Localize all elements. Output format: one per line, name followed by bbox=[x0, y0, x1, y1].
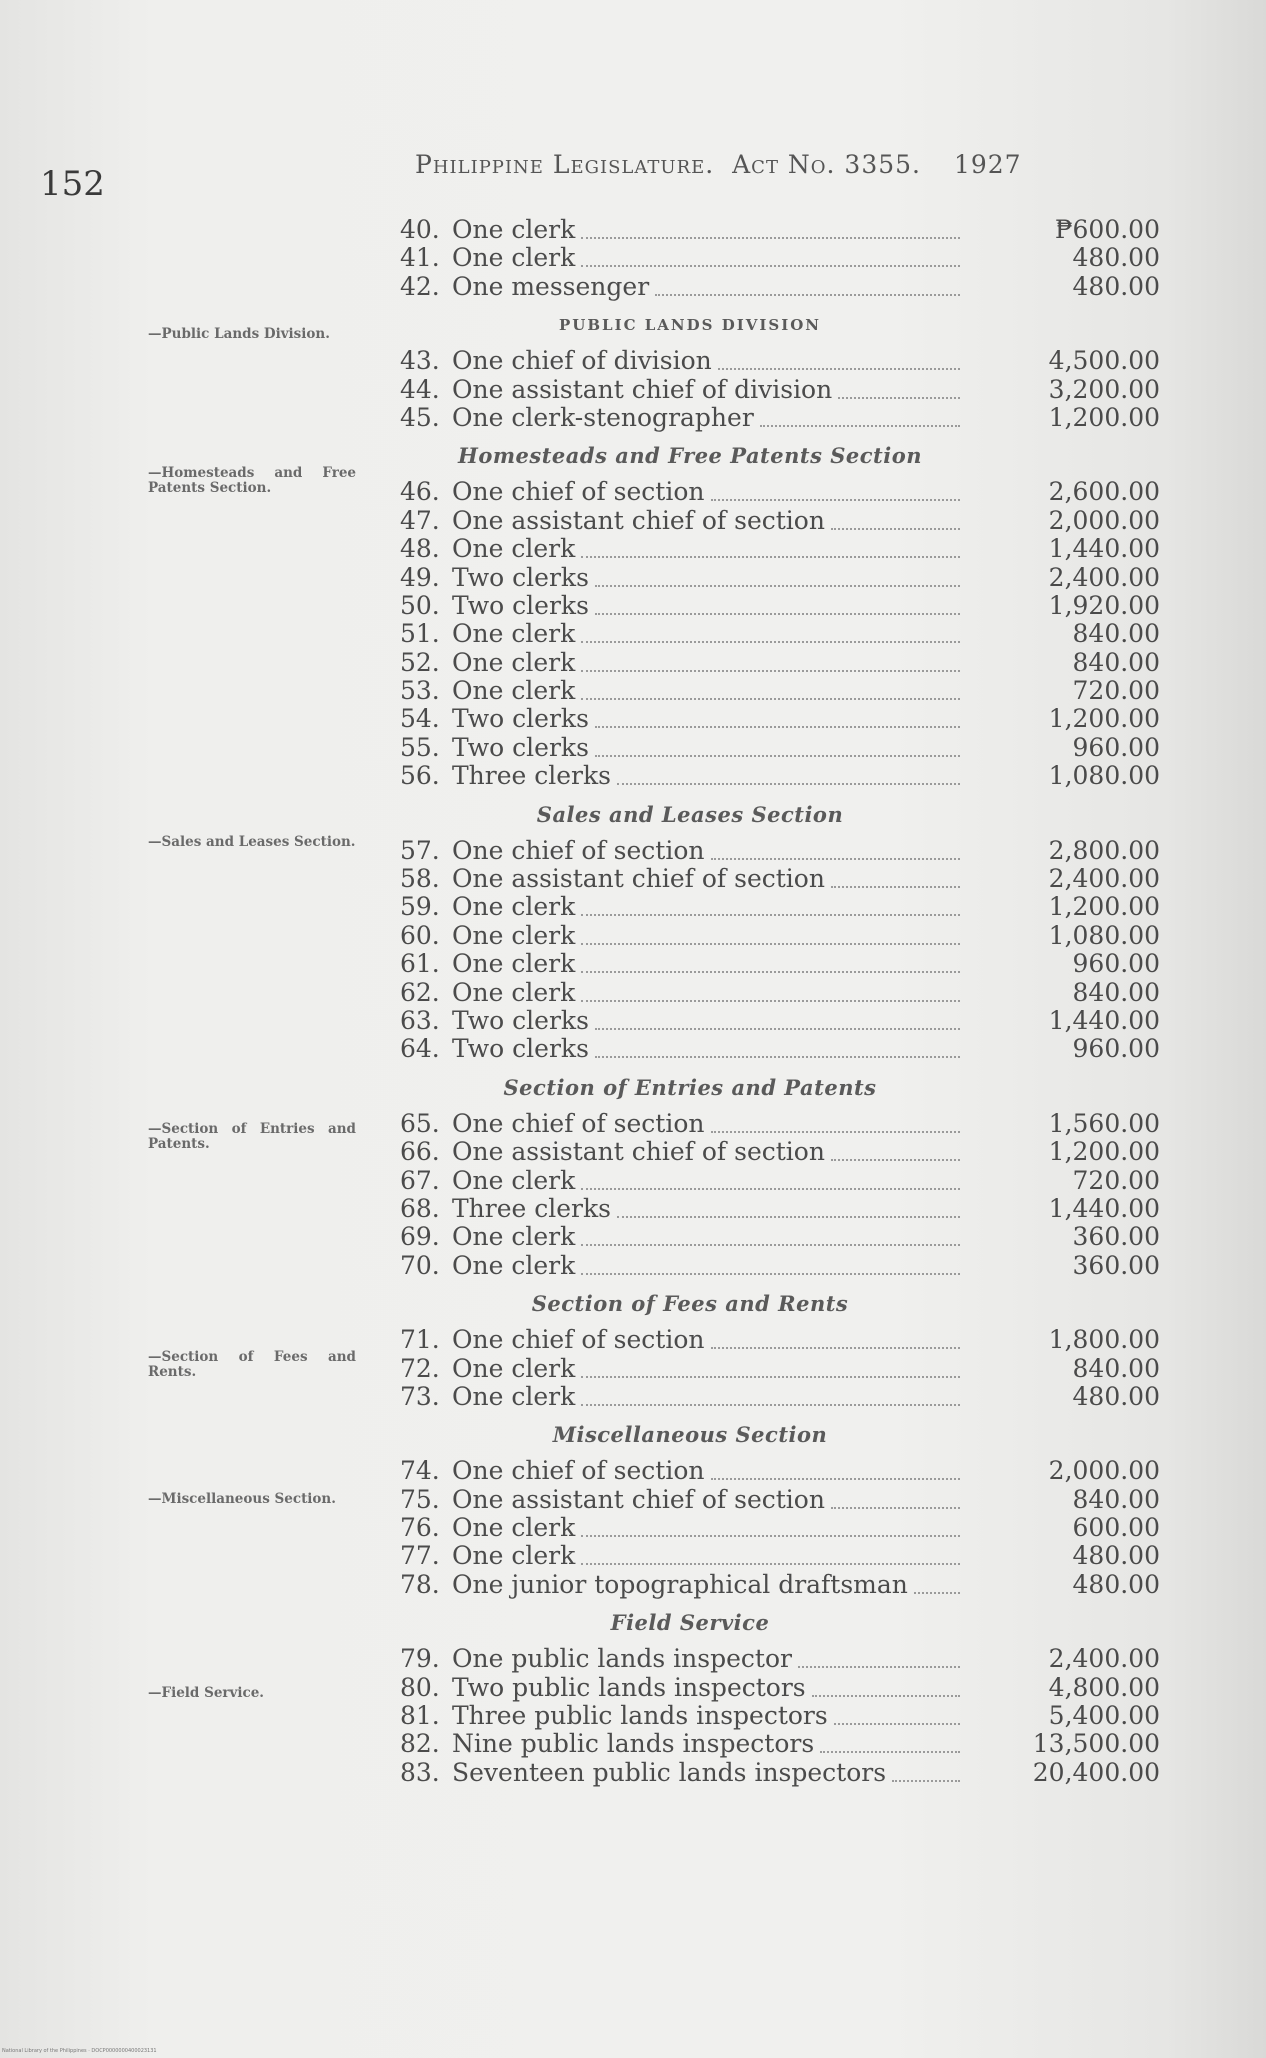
item-description: One chief of section bbox=[452, 1456, 705, 1486]
list-item bbox=[400, 273, 1160, 301]
item-number: 76. bbox=[400, 1513, 440, 1543]
item-amount: 480.00 bbox=[1072, 1569, 1160, 1599]
item-number: 53. bbox=[400, 676, 440, 706]
dot-leader bbox=[581, 1271, 960, 1275]
dot-leader bbox=[655, 292, 960, 296]
page-number: 152 bbox=[40, 164, 105, 204]
item-number: 81. bbox=[400, 1701, 440, 1731]
item-description: One clerk bbox=[452, 243, 576, 273]
item-amount: 5,400.00 bbox=[1048, 1701, 1160, 1731]
item-amount: 360.00 bbox=[1072, 1222, 1160, 1252]
margin-note-homesteads: —Homesteads and Free Patents Section. bbox=[148, 465, 356, 496]
item-description: One clerk bbox=[452, 215, 576, 244]
item-description: One assistant chief of section bbox=[452, 505, 825, 535]
item-description: Nine public lands inspectors bbox=[452, 1729, 815, 1759]
dot-leader bbox=[581, 1374, 960, 1378]
item-description: Two clerks bbox=[452, 562, 589, 592]
list-item bbox=[400, 979, 1160, 1007]
item-number: 44. bbox=[400, 374, 440, 404]
item-amount: 600.00 bbox=[1072, 1513, 1160, 1543]
dot-leader bbox=[581, 263, 960, 267]
item-description: One clerk bbox=[452, 1513, 576, 1543]
list-item bbox=[400, 950, 1160, 978]
list-item bbox=[400, 1542, 1160, 1570]
margin-note-entries-patents: —Section of Entries and Patents. bbox=[148, 1121, 356, 1152]
item-description: One clerk bbox=[452, 1381, 576, 1411]
list-item bbox=[400, 1252, 1160, 1280]
list-item bbox=[400, 1571, 1160, 1599]
section-heading: PUBLIC LANDS DIVISION bbox=[558, 316, 822, 335]
dot-leader bbox=[581, 941, 960, 945]
item-amount: 840.00 bbox=[1072, 647, 1160, 677]
dot-leader bbox=[581, 1561, 960, 1565]
list-item bbox=[400, 705, 1160, 733]
item-number: 77. bbox=[400, 1541, 440, 1571]
item-amount: 840.00 bbox=[1072, 977, 1160, 1007]
item-number: 58. bbox=[400, 864, 440, 894]
margin-note-fees-rents: —Section of Fees and Rents. bbox=[148, 1349, 356, 1380]
item-amount: 1,200.00 bbox=[1048, 892, 1160, 922]
item-description: One assistant chief of section bbox=[452, 1137, 825, 1167]
dot-leader bbox=[595, 583, 960, 587]
item-number: 61. bbox=[400, 949, 440, 979]
list-item bbox=[400, 592, 1160, 620]
dot-leader bbox=[838, 395, 960, 399]
item-number: 64. bbox=[400, 1034, 440, 1064]
dot-leader bbox=[831, 1157, 960, 1161]
item-description: One clerk bbox=[452, 949, 576, 979]
item-amount: 2,000.00 bbox=[1048, 505, 1160, 535]
item-number: 51. bbox=[400, 619, 440, 649]
list-item bbox=[400, 1326, 1160, 1354]
section-heading: Field Service bbox=[610, 1610, 770, 1636]
item-amount: 1,080.00 bbox=[1048, 920, 1160, 950]
dot-leader bbox=[834, 1721, 960, 1725]
item-description: Seventeen public lands inspectors bbox=[452, 1757, 887, 1787]
item-amount: 1,080.00 bbox=[1048, 761, 1160, 791]
section-heading: Sales and Leases Section bbox=[536, 801, 844, 827]
item-number: 80. bbox=[400, 1672, 440, 1702]
dot-leader bbox=[581, 912, 960, 916]
item-amount: 13,500.00 bbox=[1032, 1729, 1160, 1759]
footer-credit: National Library of the Philippines · DOCP0000000400023131 bbox=[2, 2048, 157, 2054]
item-amount: 2,600.00 bbox=[1048, 477, 1160, 507]
item-amount: 1,200.00 bbox=[1048, 704, 1160, 734]
item-description: One clerk bbox=[452, 647, 576, 677]
item-number: 54. bbox=[400, 704, 440, 734]
running-head-year: 1927 bbox=[953, 150, 1022, 179]
item-amount: 1,200.00 bbox=[1048, 1137, 1160, 1167]
item-number: 41. bbox=[400, 243, 440, 273]
dot-leader bbox=[711, 1345, 960, 1349]
dot-leader bbox=[711, 1476, 960, 1480]
item-number: 75. bbox=[400, 1484, 440, 1514]
item-description: One public lands inspector bbox=[452, 1644, 792, 1674]
item-description: One assistant chief of division bbox=[452, 374, 833, 404]
item-number: 50. bbox=[400, 590, 440, 620]
dot-leader bbox=[831, 526, 960, 530]
dot-leader bbox=[581, 998, 960, 1002]
list-item bbox=[400, 564, 1160, 592]
item-number: 57. bbox=[400, 835, 440, 865]
item-description: One chief of section bbox=[452, 835, 705, 865]
dot-leader bbox=[581, 668, 960, 672]
item-amount: 960.00 bbox=[1072, 1034, 1160, 1064]
dot-leader bbox=[581, 1533, 960, 1537]
item-description: One clerk bbox=[452, 892, 576, 922]
item-description: Two clerks bbox=[452, 732, 589, 762]
item-amount: ₱600.00 bbox=[1054, 215, 1160, 244]
item-number: 69. bbox=[400, 1222, 440, 1252]
list-item bbox=[400, 216, 1160, 244]
list-item bbox=[400, 1383, 1160, 1411]
item-description: Two clerks bbox=[452, 704, 589, 734]
item-amount: 1,560.00 bbox=[1048, 1108, 1160, 1138]
item-description: One chief of section bbox=[452, 1325, 705, 1355]
item-description: Three public lands inspectors bbox=[452, 1701, 828, 1731]
item-description: One clerk bbox=[452, 1541, 576, 1571]
dot-leader bbox=[581, 696, 960, 700]
list-item bbox=[400, 535, 1160, 563]
item-description: One clerk bbox=[452, 1353, 576, 1383]
item-number: 82. bbox=[400, 1729, 440, 1759]
list-item bbox=[400, 1645, 1160, 1673]
item-description: One chief of section bbox=[452, 1108, 705, 1138]
item-number: 45. bbox=[400, 402, 440, 432]
item-number: 47. bbox=[400, 505, 440, 535]
list-item bbox=[400, 762, 1160, 790]
list-item bbox=[400, 1223, 1160, 1251]
list-item bbox=[400, 1167, 1160, 1195]
dot-leader bbox=[581, 235, 960, 239]
item-amount: 1,800.00 bbox=[1048, 1325, 1160, 1355]
list-item bbox=[400, 1674, 1160, 1702]
item-description: One clerk bbox=[452, 1165, 576, 1195]
appropriation-list bbox=[400, 216, 1160, 1787]
dot-leader bbox=[595, 753, 960, 757]
item-number: 68. bbox=[400, 1193, 440, 1223]
item-amount: 1,440.00 bbox=[1048, 1005, 1160, 1035]
item-amount: 720.00 bbox=[1072, 1165, 1160, 1195]
dot-leader bbox=[595, 724, 960, 728]
item-description: One junior topographical draftsman bbox=[452, 1569, 908, 1599]
dot-leader bbox=[581, 1242, 960, 1246]
list-item bbox=[400, 1486, 1160, 1514]
item-description: One clerk bbox=[452, 1250, 576, 1280]
dot-leader bbox=[820, 1749, 960, 1753]
list-item bbox=[400, 1457, 1160, 1485]
dot-leader bbox=[831, 884, 960, 888]
list-item bbox=[400, 865, 1160, 893]
dot-leader bbox=[812, 1693, 960, 1697]
item-number: 67. bbox=[400, 1165, 440, 1195]
item-description: Two clerks bbox=[452, 590, 589, 620]
dot-leader bbox=[581, 639, 960, 643]
item-number: 42. bbox=[400, 271, 440, 301]
list-item bbox=[400, 1195, 1160, 1223]
item-description: One chief of division bbox=[452, 346, 712, 376]
list-item bbox=[400, 1138, 1160, 1166]
item-amount: 1,920.00 bbox=[1048, 590, 1160, 620]
item-amount: 840.00 bbox=[1072, 1353, 1160, 1383]
item-number: 73. bbox=[400, 1381, 440, 1411]
item-number: 49. bbox=[400, 562, 440, 592]
section-heading: Section of Entries and Patents bbox=[503, 1074, 877, 1100]
running-head bbox=[415, 150, 1022, 179]
dot-leader bbox=[617, 1214, 960, 1218]
list-item bbox=[400, 734, 1160, 762]
item-amount: 1,440.00 bbox=[1048, 1193, 1160, 1223]
dot-leader bbox=[595, 611, 960, 615]
dot-leader bbox=[711, 856, 960, 860]
item-number: 46. bbox=[400, 477, 440, 507]
list-item bbox=[400, 649, 1160, 677]
section-heading: Homesteads and Free Patents Section bbox=[457, 443, 922, 469]
dot-leader bbox=[581, 969, 960, 973]
section-heading: Section of Fees and Rents bbox=[531, 1291, 849, 1317]
item-number: 66. bbox=[400, 1137, 440, 1167]
item-amount: 840.00 bbox=[1072, 1484, 1160, 1514]
item-number: 65. bbox=[400, 1108, 440, 1138]
item-amount: 480.00 bbox=[1072, 271, 1160, 301]
item-number: 83. bbox=[400, 1757, 440, 1787]
dot-leader bbox=[892, 1778, 960, 1782]
item-description: One clerk bbox=[452, 920, 576, 950]
item-number: 63. bbox=[400, 1005, 440, 1035]
running-head-title: Philippine Legislature. bbox=[415, 150, 715, 179]
item-amount: 3,200.00 bbox=[1048, 374, 1160, 404]
list-item bbox=[400, 347, 1160, 375]
list-item bbox=[400, 837, 1160, 865]
item-amount: 4,800.00 bbox=[1048, 1672, 1160, 1702]
item-description: One clerk bbox=[452, 534, 576, 564]
item-description: Two clerks bbox=[452, 1034, 589, 1064]
item-number: 40. bbox=[400, 215, 440, 244]
item-number: 74. bbox=[400, 1456, 440, 1486]
item-amount: 20,400.00 bbox=[1032, 1757, 1160, 1787]
item-description: One clerk bbox=[452, 619, 576, 649]
item-amount: 1,200.00 bbox=[1048, 402, 1160, 432]
list-item bbox=[400, 620, 1160, 648]
item-number: 55. bbox=[400, 732, 440, 762]
list-item bbox=[400, 1035, 1160, 1063]
item-number: 59. bbox=[400, 892, 440, 922]
item-number: 60. bbox=[400, 920, 440, 950]
list-item bbox=[400, 1110, 1160, 1138]
item-amount: 4,500.00 bbox=[1048, 346, 1160, 376]
dot-leader bbox=[581, 554, 960, 558]
list-item bbox=[400, 507, 1160, 535]
list-item bbox=[400, 1759, 1160, 1787]
item-description: One chief of section bbox=[452, 477, 705, 507]
item-number: 62. bbox=[400, 977, 440, 1007]
item-amount: 480.00 bbox=[1072, 243, 1160, 273]
dot-leader bbox=[711, 1129, 960, 1133]
dot-leader bbox=[595, 1054, 960, 1058]
item-description: One clerk bbox=[452, 977, 576, 1007]
list-item bbox=[400, 376, 1160, 404]
item-amount: 960.00 bbox=[1072, 949, 1160, 979]
item-number: 78. bbox=[400, 1569, 440, 1599]
dot-leader bbox=[711, 497, 960, 501]
margin-note-sales-leases: —Sales and Leases Section. bbox=[148, 834, 356, 850]
list-item bbox=[400, 677, 1160, 705]
item-number: 43. bbox=[400, 346, 440, 376]
list-item bbox=[400, 893, 1160, 921]
item-amount: 480.00 bbox=[1072, 1381, 1160, 1411]
dot-leader bbox=[617, 781, 960, 785]
running-head-act: Act No. 3355. bbox=[732, 150, 921, 179]
list-item bbox=[400, 1702, 1160, 1730]
margin-note-miscellaneous: —Miscellaneous Section. bbox=[148, 1491, 336, 1507]
section-heading: Miscellaneous Section bbox=[552, 1422, 828, 1448]
item-amount: 2,800.00 bbox=[1048, 835, 1160, 865]
item-number: 72. bbox=[400, 1353, 440, 1383]
item-description: One clerk-stenographer bbox=[452, 402, 754, 432]
list-item bbox=[400, 478, 1160, 506]
item-number: 48. bbox=[400, 534, 440, 564]
list-item bbox=[400, 1730, 1160, 1758]
item-amount: 840.00 bbox=[1072, 619, 1160, 649]
item-description: One assistant chief of section bbox=[452, 1484, 825, 1514]
list-item bbox=[400, 244, 1160, 272]
item-amount: 720.00 bbox=[1072, 676, 1160, 706]
dot-leader bbox=[581, 1402, 960, 1406]
item-amount: 360.00 bbox=[1072, 1250, 1160, 1280]
dot-leader bbox=[760, 423, 960, 427]
item-amount: 2,400.00 bbox=[1048, 1644, 1160, 1674]
dot-leader bbox=[831, 1505, 960, 1509]
item-number: 71. bbox=[400, 1325, 440, 1355]
dot-leader bbox=[718, 366, 960, 370]
list-item bbox=[400, 1514, 1160, 1542]
item-amount: 480.00 bbox=[1072, 1541, 1160, 1571]
item-description: One clerk bbox=[452, 1222, 576, 1252]
margin-note-field-service: —Field Service. bbox=[148, 1685, 265, 1701]
item-number: 79. bbox=[400, 1644, 440, 1674]
list-item bbox=[400, 404, 1160, 432]
item-amount: 2,000.00 bbox=[1048, 1456, 1160, 1486]
dot-leader bbox=[595, 1026, 960, 1030]
item-number: 52. bbox=[400, 647, 440, 677]
dot-leader bbox=[798, 1664, 960, 1668]
item-amount: 2,400.00 bbox=[1048, 864, 1160, 894]
dot-leader bbox=[914, 1590, 960, 1594]
list-item bbox=[400, 1355, 1160, 1383]
list-item bbox=[400, 1007, 1160, 1035]
item-description: Three clerks bbox=[452, 761, 611, 791]
item-description: One messenger bbox=[452, 271, 650, 301]
item-description: One clerk bbox=[452, 676, 576, 706]
item-amount: 1,440.00 bbox=[1048, 534, 1160, 564]
list-item bbox=[400, 922, 1160, 950]
item-description: Two clerks bbox=[452, 1005, 589, 1035]
item-description: Three clerks bbox=[452, 1193, 611, 1223]
dot-leader bbox=[581, 1186, 960, 1190]
item-description: Two public lands inspectors bbox=[452, 1672, 806, 1702]
margin-note-public-lands: —Public Lands Division. bbox=[148, 326, 330, 342]
item-number: 70. bbox=[400, 1250, 440, 1280]
item-amount: 2,400.00 bbox=[1048, 562, 1160, 592]
item-description: One assistant chief of section bbox=[452, 864, 825, 894]
item-number: 56. bbox=[400, 761, 440, 791]
item-amount: 960.00 bbox=[1072, 732, 1160, 762]
